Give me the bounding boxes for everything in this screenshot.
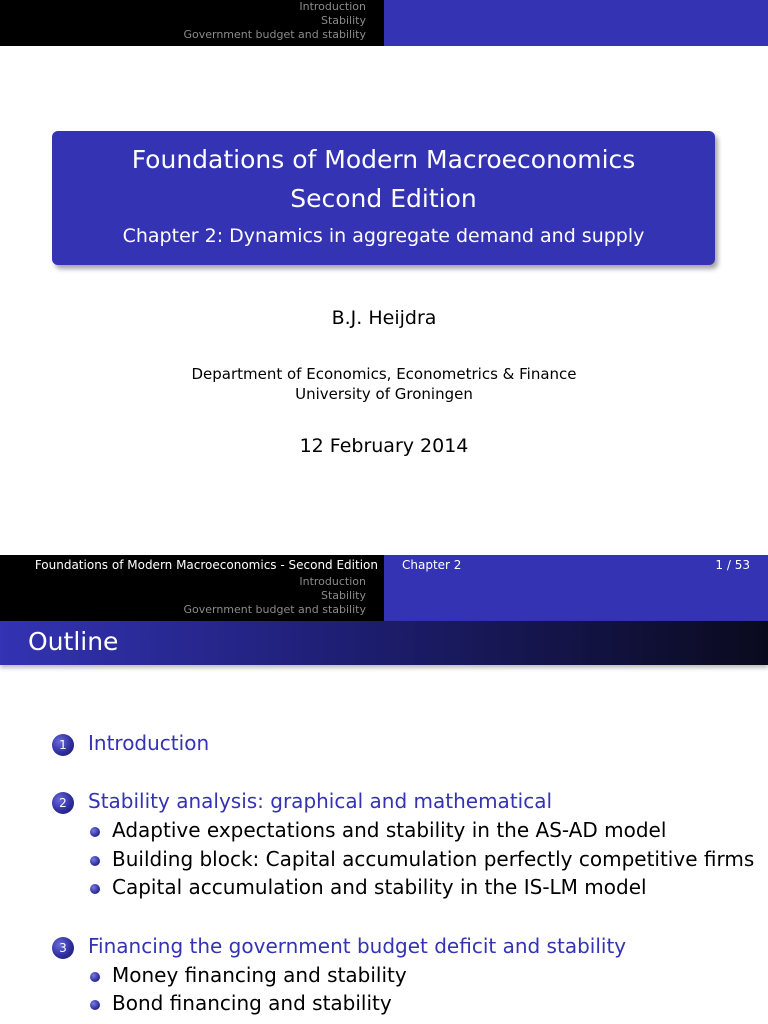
- footer-title[interactable]: Foundations of Modern Macroeconomics - Second Edition: [34, 558, 378, 572]
- section-link-stability-analysis[interactable]: Stability analysis: graphical and mathematical: [88, 789, 553, 813]
- header-accent-panel: [384, 0, 768, 46]
- footer-chapter[interactable]: Chapter 2: [402, 558, 462, 572]
- nav-section-introduction[interactable]: Introduction: [299, 575, 366, 588]
- nav-section-government-budget[interactable]: Government budget and stability: [183, 28, 366, 41]
- section-number-2: 2: [52, 792, 74, 814]
- bullet-icon: [90, 827, 100, 837]
- nav-section-stability[interactable]: Stability: [320, 14, 366, 27]
- title-line-1: Foundations of Modern Macroeconomics: [131, 145, 636, 174]
- frame-title-bar: [0, 621, 768, 665]
- subsection-link-bond-financing[interactable]: Bond financing and stability: [112, 991, 392, 1015]
- page-number: 1 / 53: [715, 558, 750, 572]
- section-link-introduction[interactable]: Introduction: [88, 731, 210, 755]
- header-navigation-panel: [0, 0, 384, 46]
- department: Department of Economics, Econometrics & Finance: [191, 365, 577, 383]
- section-number-3: 3: [52, 937, 74, 959]
- subsection-link-money-financing[interactable]: Money financing and stability: [112, 963, 407, 987]
- nav-section-government-budget[interactable]: Government budget and stability: [183, 603, 366, 616]
- bullet-icon: [90, 1000, 100, 1010]
- date: 12 February 2014: [299, 435, 469, 457]
- author: B.J. Heijdra: [331, 307, 437, 329]
- nav-section-introduction[interactable]: Introduction: [299, 0, 366, 13]
- frame-title: Outline: [28, 627, 119, 656]
- section-number-1: 1: [52, 734, 74, 756]
- subsection-link-adaptive-expectations[interactable]: Adaptive expectations and stability in the AS-AD model: [112, 818, 667, 842]
- bullet-icon: [90, 884, 100, 894]
- title-line-2: Second Edition: [290, 184, 477, 213]
- bullet-icon: [90, 856, 100, 866]
- footer-title-panel: [0, 555, 384, 621]
- university: University of Groningen: [295, 385, 473, 403]
- nav-section-stability[interactable]: Stability: [320, 589, 366, 602]
- footer-chapter-panel: [384, 555, 768, 621]
- title-box: [52, 131, 715, 265]
- bullet-icon: [90, 972, 100, 982]
- subsection-link-building-block[interactable]: Building block: Capital accumulation perfectly competitive firms: [112, 847, 755, 871]
- subsection-link-capital-accumulation[interactable]: Capital accumulation and stability in the IS-LM model: [112, 875, 647, 899]
- subtitle: Chapter 2: Dynamics in aggregate demand and supply: [122, 225, 645, 247]
- section-link-financing[interactable]: Financing the government budget deficit and stability: [88, 934, 627, 958]
